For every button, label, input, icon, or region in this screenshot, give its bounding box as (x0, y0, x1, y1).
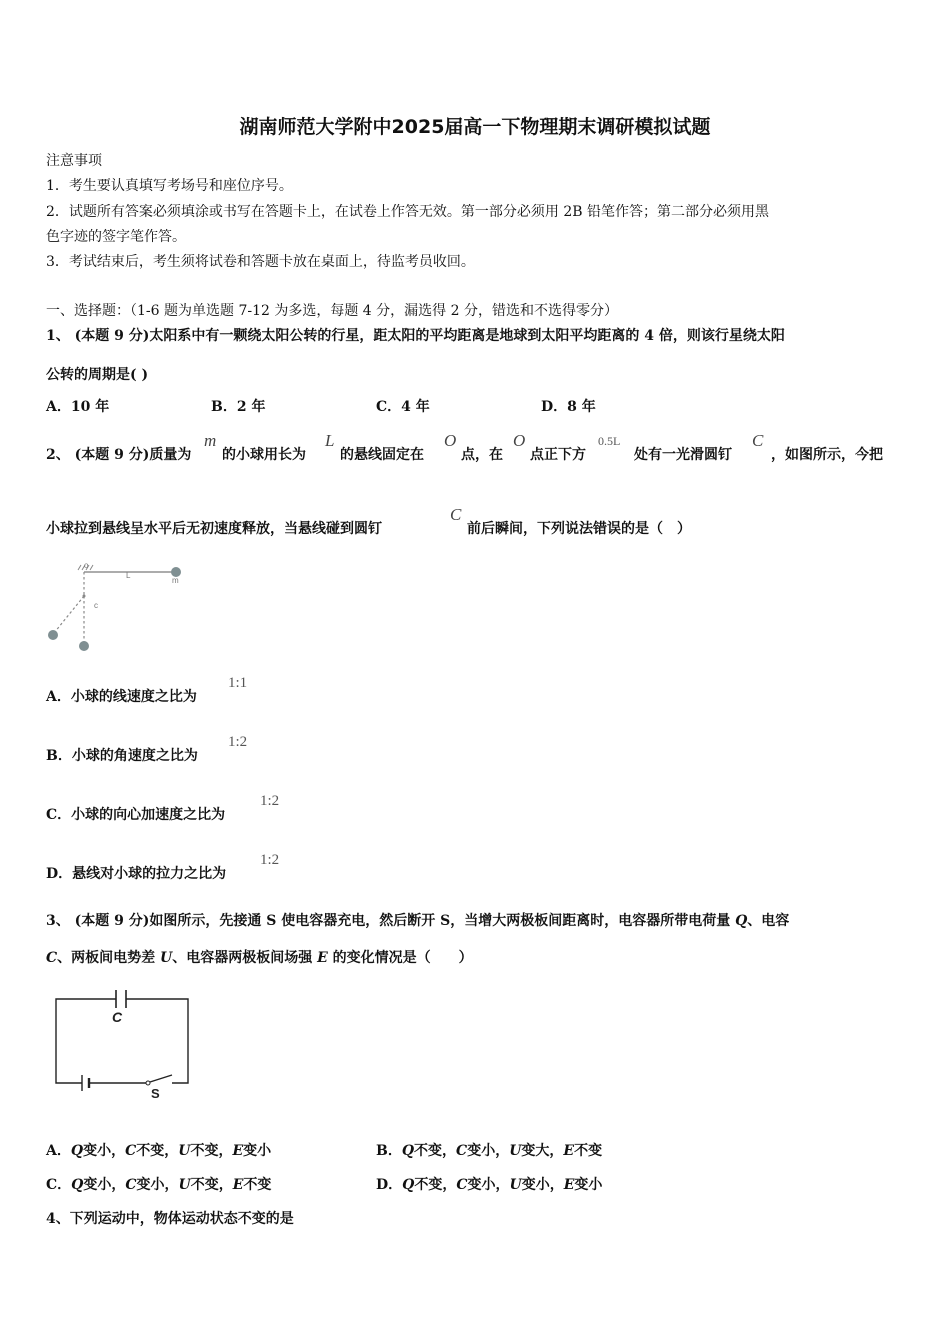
q1-option-c[interactable]: C．4 年 (376, 399, 430, 415)
word: 变小， (467, 1177, 510, 1193)
var: E (232, 1143, 244, 1159)
word: 不变， (190, 1143, 233, 1159)
q2-option-b-ratio: 1:2 (228, 734, 248, 750)
q2-option-d[interactable]: D．悬线对小球的拉力之比为 (46, 866, 227, 882)
var: U (178, 1177, 191, 1193)
word: 变小 (243, 1143, 272, 1159)
notice-item-2: 2．试题所有答案必须填涂或书写在答题卡上，在试卷上作答无效。第一部分必须用 2B 铅笔作答；第二部分必须用黑 (46, 204, 769, 220)
opt-letter: C． (46, 1177, 72, 1193)
notice-item-1: 1．考生要认真填写考场号和座位序号。 (46, 178, 293, 194)
notice-item-3: 3．考试结束后，考生须将试卷和答题卡放在桌面上，待监考员收回。 (46, 254, 475, 270)
var: C (456, 1177, 468, 1193)
label-c: c (94, 601, 98, 610)
q2-stem-part2: 的小球用长为 (222, 447, 306, 463)
q3-var-C: C (46, 950, 58, 966)
q2-var-C1: C (752, 431, 764, 450)
q3-var-E: E (317, 950, 328, 966)
q2-stem-part7: ，如图所示，今把 (771, 447, 883, 463)
label-m: m (172, 576, 179, 585)
q3-stem-c: 、两板间电势差 (57, 950, 161, 966)
q2-option-a[interactable]: A．小球的线速度之比为 (46, 689, 197, 705)
q3-option-c[interactable] (46, 1176, 271, 1194)
string-swung (54, 596, 84, 633)
q1-option-a[interactable]: A．10 年 (46, 399, 110, 415)
q2-stem-line2a: 小球拉到悬线呈水平后无初速度释放，当悬线碰到圆钉 (46, 521, 382, 537)
q2-option-b[interactable]: B．小球的角速度之比为 (46, 748, 198, 764)
var: Q (401, 1143, 415, 1159)
q1-stem-line2: 公转的周期是( ) (46, 367, 149, 383)
wire-left (56, 999, 116, 1083)
var: C (456, 1143, 468, 1159)
var: U (178, 1143, 191, 1159)
q2-stem-part4: 点，在 (461, 447, 503, 463)
q3-var-U: U (160, 950, 173, 966)
label-L: L (126, 571, 131, 580)
ball-bottom (79, 641, 89, 651)
word: 变小， (467, 1143, 510, 1159)
var: E (563, 1177, 575, 1193)
q2-var-m: m (204, 431, 217, 450)
q4-stem: 4、下列运动中，物体运动状态不变的是 (46, 1211, 294, 1227)
q2-var-O1: O (444, 431, 457, 450)
wire-right (126, 999, 188, 1083)
var: Q (402, 1177, 415, 1193)
notice-item-2-cont: 色字迹的签字笔作答。 (46, 229, 186, 245)
opt-letter: B． (376, 1143, 402, 1159)
q2-var-O2: O (513, 431, 526, 450)
var: E (232, 1177, 244, 1193)
q3-stem-a: 3、 (本题 9 分)如图所示，先接通 S 使电容器充电，然后断开 S，当增大两极板间距离时，电容器所带电荷量 (46, 913, 736, 929)
q2-option-d-ratio: 1:2 (260, 852, 280, 868)
word: 变小 (574, 1177, 603, 1193)
label-S: S (151, 1086, 160, 1100)
word: 不变， (414, 1143, 457, 1159)
q2-stem-part1: 2、 (本题 9 分)质量为 (46, 447, 192, 463)
var: Q (70, 1143, 84, 1159)
q3-var-Q: Q (735, 913, 748, 929)
q2-var-half-L: 0.5L (598, 434, 621, 448)
ball-swung (48, 630, 58, 640)
notice-heading: 注意事项 (46, 153, 102, 169)
opt-letter: D． (376, 1177, 403, 1193)
switch-pivot (146, 1081, 150, 1085)
q2-stem-line2b: 前后瞬间，下列说法错误的是（ ） (467, 521, 691, 537)
word: 变小， (83, 1177, 126, 1193)
switch-lever (150, 1075, 172, 1082)
q2-stem-part6: 处有一光滑圆钉 (634, 447, 732, 463)
q3-option-a[interactable] (46, 1142, 271, 1160)
q3-stem-e: 的变化情况是（ ） (327, 950, 473, 966)
q2-option-a-ratio: 1:1 (228, 675, 248, 691)
q2-stem-part5: 点正下方 (530, 447, 586, 463)
q1-option-d[interactable]: D．8 年 (541, 399, 596, 415)
q2-var-L: L (325, 431, 335, 450)
var: Q (71, 1177, 84, 1193)
var: U (509, 1177, 522, 1193)
q2-option-c[interactable]: C．小球的向心加速度之比为 (46, 807, 226, 823)
page-title: 湖南师范大学附中2025届高一下物理期末调研模拟试题 (239, 116, 711, 138)
word: 不变 (243, 1177, 272, 1193)
q2-var-C2: C (450, 505, 462, 524)
q3-stem-line1 (46, 912, 789, 930)
word: 不变， (190, 1177, 233, 1193)
word: 变小， (136, 1177, 179, 1193)
q1-option-b[interactable]: B．2 年 (211, 399, 266, 415)
nail-c (83, 595, 86, 598)
label-C: C (112, 1009, 123, 1025)
q1-stem-line1: 1、 (本题 9 分)太阳系中有一颗绕太阳公转的行星，距太阳的平均距离是地球到太阳平均距离的 4 倍，则该行星绕太阳 (46, 328, 785, 344)
pendulum-figure (44, 560, 194, 655)
q3-option-b[interactable] (376, 1142, 602, 1160)
opt-letter: A． (46, 1143, 71, 1159)
word: 不变 (574, 1143, 603, 1159)
var: C (125, 1143, 137, 1159)
word: 不变， (136, 1143, 179, 1159)
word: 变小， (521, 1177, 564, 1193)
q3-stem-d: 、电容器两极板间场强 (172, 950, 318, 966)
circuit-figure (50, 985, 200, 1100)
q3-stem-line2 (46, 949, 473, 967)
section-heading: 一、选择题：（1-6 题为单选题 7-12 为多选，每题 4 分，漏选得 2 分，错选和不选得零分） (46, 303, 618, 319)
q3-option-d[interactable] (376, 1176, 602, 1194)
var: U (509, 1143, 522, 1159)
word: 变小， (83, 1143, 126, 1159)
word: 变大， (521, 1143, 564, 1159)
q3-stem-b: 、电容 (747, 913, 790, 929)
var: C (125, 1177, 137, 1193)
label-o: o (84, 561, 89, 570)
word: 不变， (414, 1177, 457, 1193)
var: E (563, 1143, 575, 1159)
q2-stem-part3: 的悬线固定在 (340, 447, 424, 463)
q2-option-c-ratio: 1:2 (260, 793, 280, 809)
